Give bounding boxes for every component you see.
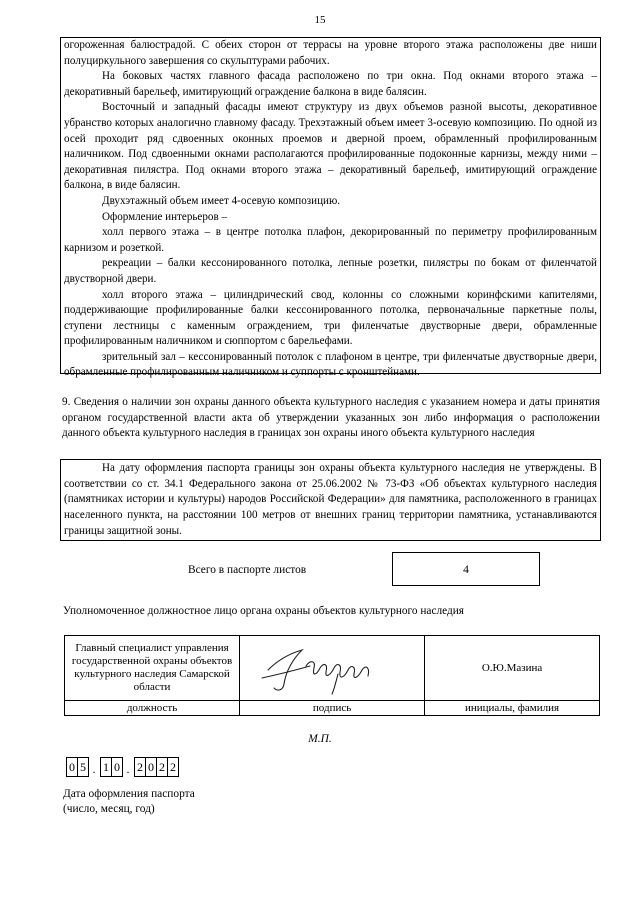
date-separator: . xyxy=(126,762,130,776)
date-label-line: Дата оформления паспорта xyxy=(63,788,195,800)
date-label-line: (число, месяц, год) xyxy=(63,803,155,815)
date-separator: . xyxy=(92,762,96,776)
date-digit: 0 xyxy=(111,757,123,777)
name-column-label: инициалы, фамилия xyxy=(425,701,600,716)
paragraph: рекреации – балки кессонированного потолка, лепные розетки, пилястры по бокам от филенчатой двустворной двери. xyxy=(64,257,597,285)
official-label: Уполномоченное должностное лицо органа охраны объектов культурного наследия xyxy=(63,605,464,617)
date-digit: 0 xyxy=(145,757,157,777)
paragraph: Восточный и западный фасады имеют структуру из двух объемов разной высоты, декоративное убранство которых аналогично главному фасаду. Трехэтажный объем имеет 3-осевую композицию. По одной из осей проходит ряд сдвоенных оконных проемов и дверной проем, обрамленный профилированным наличником. Под сдвоенными окнами располагаются профилированные подоконные карнизы, между ними – декоративная пилястра. Под окнами второго этажа – декоративный барельеф, имитирующий ограждение балкона, в виде балясин. xyxy=(64,101,597,192)
signature-table xyxy=(64,635,600,716)
name-cell: О.Ю.Мазина xyxy=(425,636,600,701)
date-digit: 2 xyxy=(134,757,146,777)
stamp-place: М.П. xyxy=(308,733,332,745)
date-digit: 5 xyxy=(77,757,89,777)
date-digit: 0 xyxy=(66,757,78,777)
paragraph: холл второго этажа – цилиндрический свод, колонны со сложными коринфскими капителями, поддерживающие профилированные балки кессонированного потолка, первоначальные паркетные полы, ступени лестницы с каменным ограждением, три филенчатые двустворные двери, обрамленные профилированным наличником и сюппортом с барельефами. xyxy=(64,288,597,348)
position-cell: Главный специалист управления государственной охраны объектов культурного наследия Самарской области xyxy=(65,636,240,701)
paragraph: Двухэтажный объем имеет 4-осевую композицию. xyxy=(102,194,341,207)
page-number: 15 xyxy=(314,14,326,26)
signature-column-label: подпись xyxy=(240,701,425,716)
sheets-count: 4 xyxy=(392,552,540,586)
date-digit: 2 xyxy=(167,757,179,777)
signature-cell xyxy=(240,636,425,701)
date-digit: 2 xyxy=(156,757,168,777)
date-label xyxy=(63,787,195,817)
description-box xyxy=(60,37,601,379)
paragraph: огороженная балюстрадой. С обеих сторон от террасы на уровне второго этажа расположены две ниши полуциркульного завершения со скульптурами рабочих. xyxy=(64,39,597,67)
paragraph: холл первого этажа – в центре потолка плафон, декорированный по периметру профилированным карнизом и розеткой. xyxy=(64,226,597,254)
position-column-label: должность xyxy=(65,701,240,716)
paragraph: зрительный зал – кессонированный потолок с плафоном в центре, три филенчатые двустворные двери, обрамленные профилированным наличником и суппорты с кронштейнами. xyxy=(64,350,597,379)
date-boxes xyxy=(66,756,178,777)
paragraph: На боковых частях главного фасада расположено по три окна. Под окнами второго этажа – декоративный барельеф, имитирующий ограждение балкона в виде балясин. xyxy=(64,70,597,98)
handwritten-signature-icon xyxy=(240,636,424,700)
protection-zone-text: На дату оформления паспорта границы зон охраны объекта культурного наследия не утверждены. В соответствии со ст. 34.1 Федерального закона от 25.06.2002 № 73-ФЗ «Об объектах культурного наследия (памятниках истории и культуры) народов Российской Федерации» для памятника, расположенного в границах населенного пункта, на расстоянии 100 метров от внешних границ территории памятника, устанавливаются границы защитной зоны. xyxy=(64,462,597,537)
paragraph: Оформление интерьеров – xyxy=(102,210,228,223)
section-9-heading: 9. Сведения о наличии зон охраны данного объекта культурного наследия с указанием номера и даты принятия органом государственной власти акта об утверждении указанных зон либо информация о расположении данного объекта культурного наследия в границах зон охраны иного объекта культурного наследия xyxy=(62,396,600,440)
date-digit: 1 xyxy=(100,757,112,777)
sheets-label: Всего в паспорте листов xyxy=(188,564,307,576)
protection-zone-box xyxy=(60,459,601,541)
